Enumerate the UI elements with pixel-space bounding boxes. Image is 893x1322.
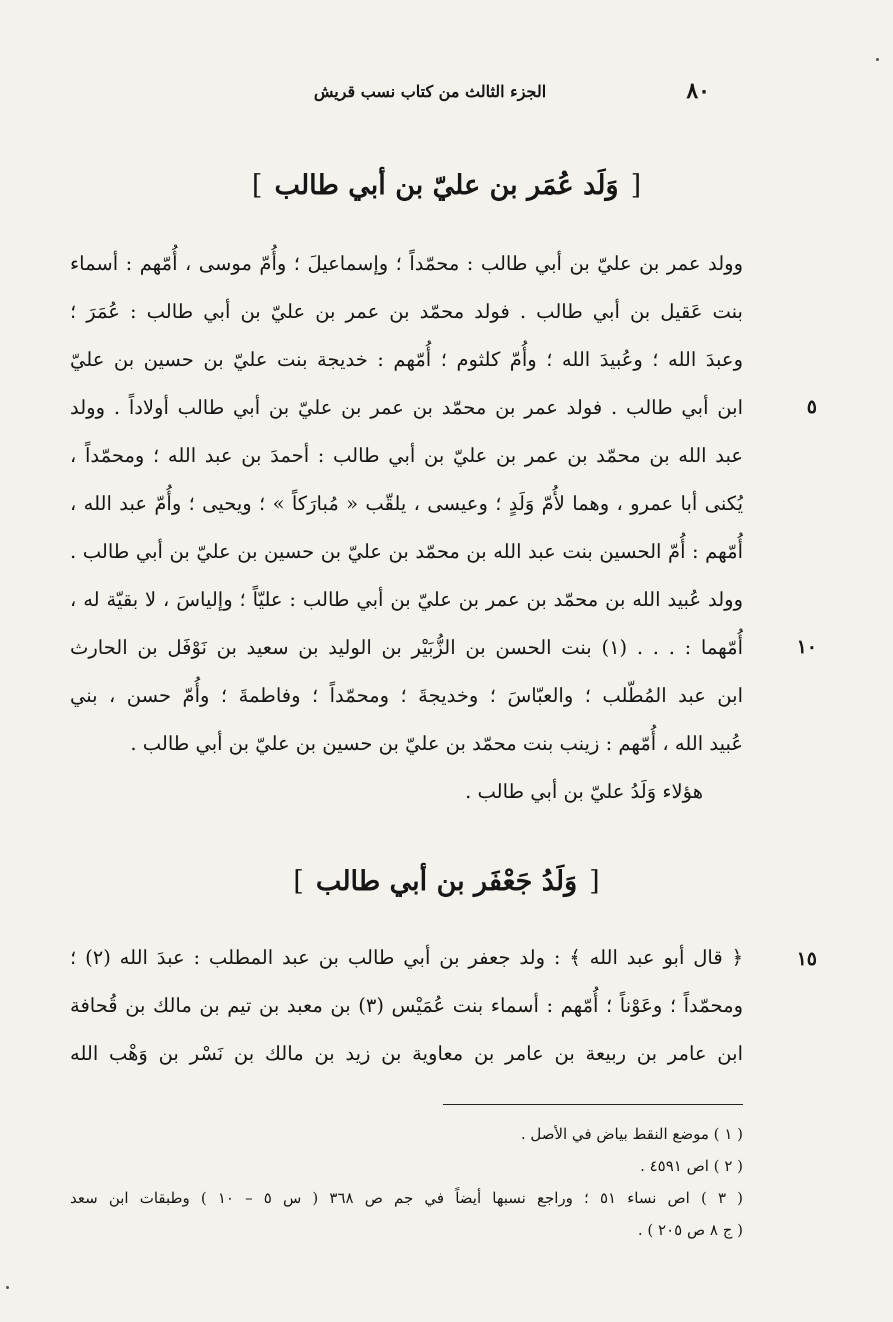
footnote: ( ٢ ) اص ٤٥٩١ . [640, 1157, 743, 1175]
close-bracket: ] [251, 170, 263, 201]
text-line: وعبدَ الله ؛ وعُبيدَ الله ؛ وأُمّ كلثوم ؛ أُمّهم : خديجة بنت عليّ بن حسين بن عليّ [70, 348, 743, 371]
section-title-text: وَلَد عُمَر بن عليّ بن أبي طالب [274, 170, 619, 201]
close-bracket: ] [293, 866, 304, 897]
footnote: ( ٣ ) اص نساء ٥١ ؛ وراجع نسبها أيضاً في جم ص ٣٦٨ ( س ٥ – ١٠ ) وطبقات ابن سعد [70, 1189, 743, 1207]
text-line: ابن عامر بن ربيعة بن عامر بن معاوية بن زيد بن مالك بن نَسْر بن وَهْب الله [70, 1042, 743, 1065]
paper-speck [876, 58, 879, 61]
page-header [150, 78, 710, 108]
text-line: عُبيد الله ، أُمّهم : زينب بنت محمّد بن عليّ بن حسين بن عليّ بن أبي طالب . [130, 732, 743, 755]
running-head: الجزء الثالث من كتاب نسب قريش [313, 82, 547, 101]
text-line: ﴿ قال أبو عبد الله ﴾ : ولد جعفر بن أبي طالب بن عبد المطلب : عبدَ الله (٢) ؛ [70, 946, 743, 969]
text-line: ومحمّداً ؛ وعَوْناً ؛ أُمّهم : أسماء بنت عُمَيْس (٣) بن معبد بن تيم بن مالك بن قُحافة [70, 994, 743, 1017]
open-bracket: [ [589, 866, 600, 897]
footnote: ( ١ ) موضع النقط بياض في الأصل . [520, 1125, 743, 1143]
text-line: ابن أبي طالب . فولد عمر بن محمّد بن عمر بن عليّ بن أبي طالب أولاداً . وولد [70, 396, 743, 419]
footnote: ( ج ٨ ص ٢٠٥ ) . [637, 1221, 743, 1239]
text-line: وولد عُبيد الله بن محمّد بن عمر بن عليّ بن أبي طالب : عليّاً ؛ وإلياسَ ، لا بقيّة له ، [70, 588, 743, 611]
text-line: ابن عبد المُطّلب ؛ والعبّاسَ ؛ وخديجةَ ؛ ومحمّداً ؛ وفاطمةَ ؛ وأُمّ حسن ، بني [70, 684, 743, 707]
text-line: وولد عمر بن عليّ بن أبي طالب : محمّداً ؛ وإسماعيلَ ؛ وأُمّ موسى ، أُمّهم : أسماء [70, 252, 743, 275]
footnote-rule [443, 1104, 743, 1105]
page-number: ٨٠ [686, 78, 710, 104]
text-line: أُمّهم : أُمّ الحسين بنت عبد الله بن محمّد بن عليّ بن حسين بن عليّ بن أبي طالب . [70, 540, 743, 563]
section-title-jafar [0, 866, 893, 897]
text-line: هؤلاء وَلَدُ عليّ بن أبي طالب . [465, 780, 703, 803]
margin-line-number: ١٠ [796, 636, 817, 658]
text-line: عبد الله بن محمّد بن عمر بن عليّ بن أبي طالب : أحمدَ بن عبد الله ؛ ومحمّداً ، [70, 444, 743, 467]
open-bracket: [ [630, 170, 642, 201]
text-line: يُكنى أبا عمرو ، وهما لأُمّ وَلَدٍ ؛ وعيسى ، يلقّب « مُبارَكاً » ؛ ويحيى ؛ وأُمّ عبد الله ، [70, 492, 743, 515]
text-line: بنت عَقيل بن أبي طالب . فولد محمّد بن عمر بن عليّ بن أبي طالب : عُمَرَ ؛ [70, 300, 743, 323]
margin-line-number: ٥ [806, 396, 817, 418]
section-title-text: وَلَدُ جَعْفَر بن أبي طالب [315, 866, 578, 897]
section-title-umar [0, 170, 893, 201]
margin-line-number: ١٥ [796, 948, 817, 970]
text-line: أُمّهما : . . . (١) بنت الحسن بن الزُّبَيْر بن الوليد بن سعيد بن نَوْفَل بن الحارث [70, 636, 743, 659]
paper-speck [6, 1286, 9, 1289]
